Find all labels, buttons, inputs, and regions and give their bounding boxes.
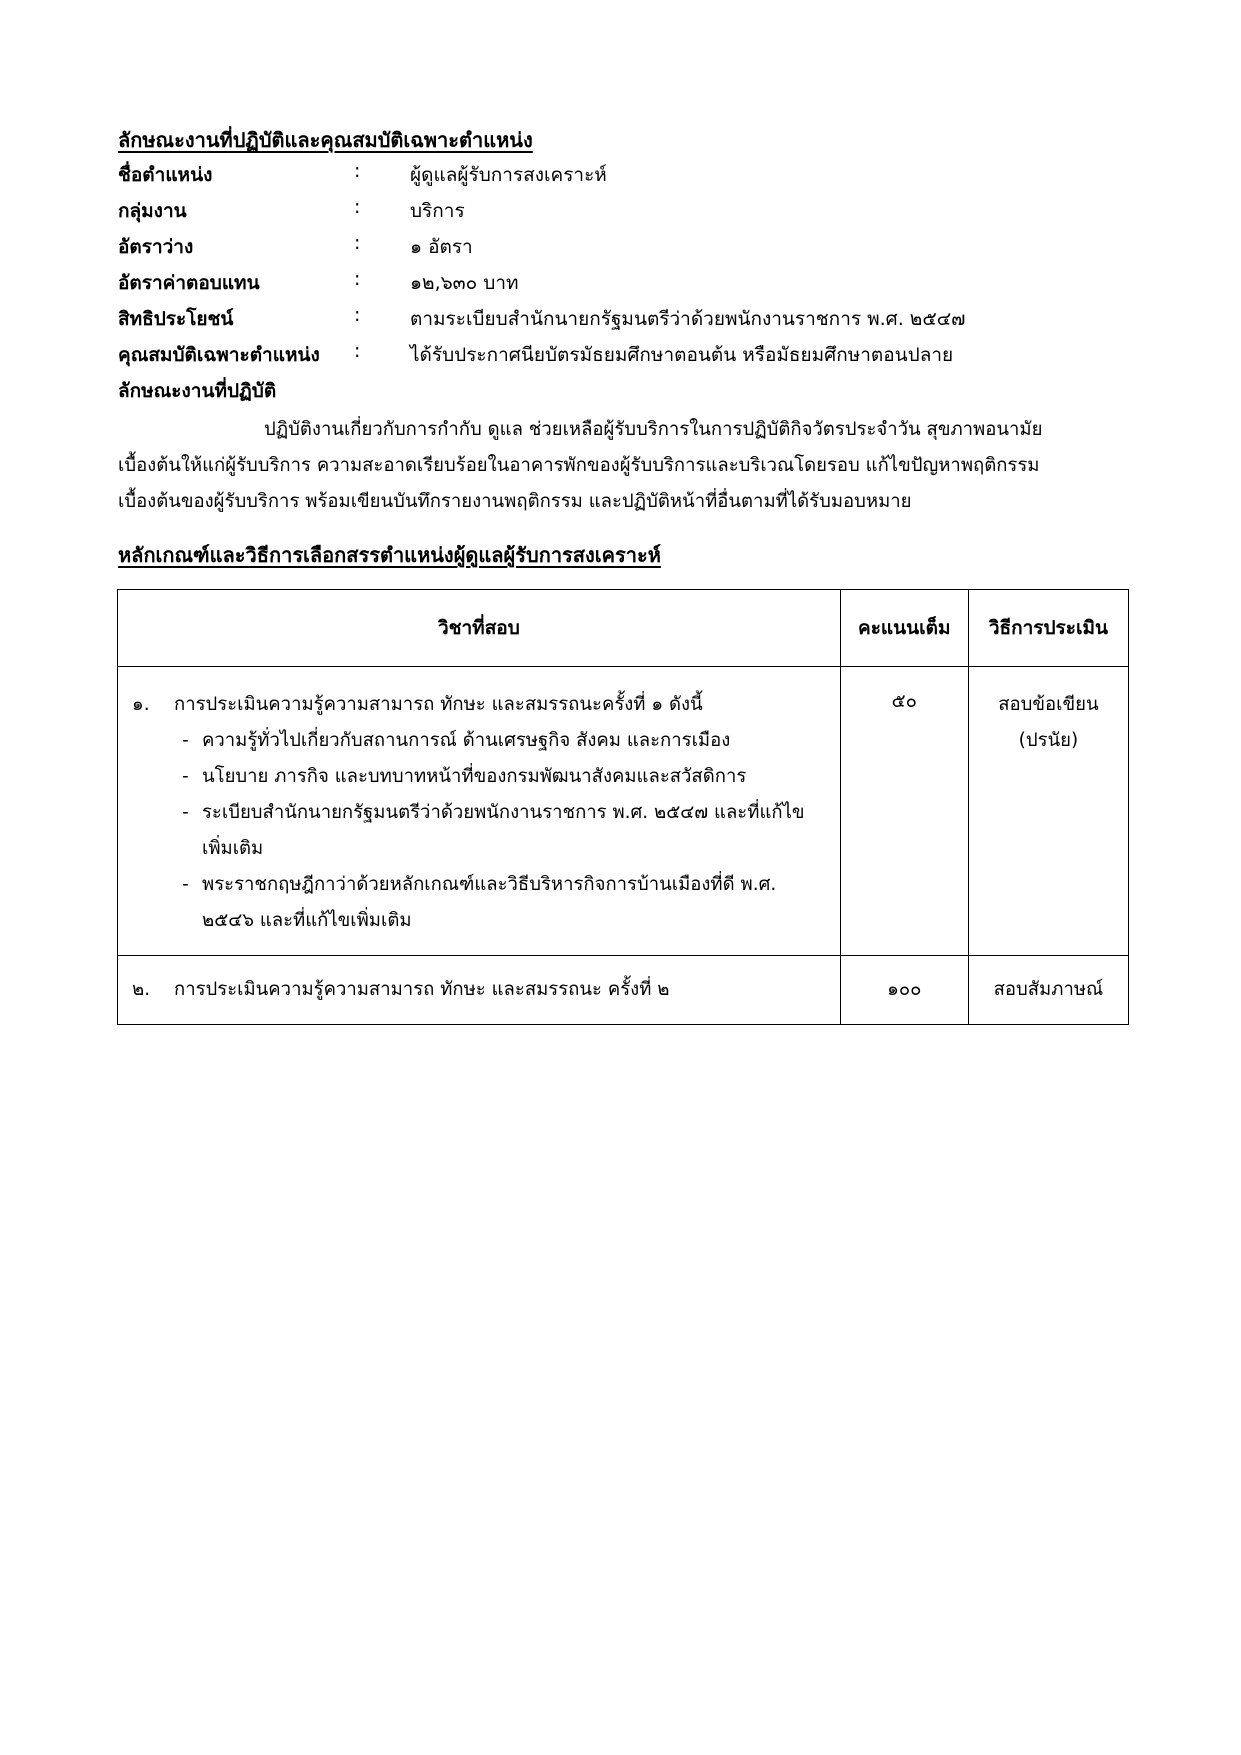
info-colon: : xyxy=(354,268,361,290)
info-label: อัตราค่าตอบแทน xyxy=(118,272,260,294)
info-row-qualifications xyxy=(118,340,1118,376)
duties-title: ลักษณะงานที่ปฏิบัติ xyxy=(118,380,277,402)
list-item xyxy=(132,723,832,759)
info-label: กลุ่มงาน xyxy=(118,200,187,222)
subject-heading xyxy=(132,972,832,1008)
list-item xyxy=(132,759,832,795)
info-row-vacancies xyxy=(118,232,1118,268)
position-info-list xyxy=(118,160,1118,376)
score-cell: ๑๐๐ xyxy=(840,956,968,1025)
duties-paragraph xyxy=(118,412,1128,520)
bullet-dash: - xyxy=(182,730,189,751)
subject-cell xyxy=(118,667,841,956)
subject-text: การประเมินความรู้ความสามารถ ทักษะ และสมรรถนะ ครั้งที่ ๒ xyxy=(174,979,670,1000)
info-value: ตามระเบียบสำนักนายกรัฐมนตรีว่าด้วยพนักงานราชการ พ.ศ. ๒๕๔๗ xyxy=(410,308,966,330)
duties-line: เบื้องต้นของผู้รับบริการ พร้อมเขียนบันทึกรายงานพฤติกรรม และปฏิบัติหน้าที่อื่นตามที่ได้รับมอบหมาย xyxy=(118,491,912,512)
info-colon: : xyxy=(354,340,361,362)
bullet-dash: - xyxy=(182,766,189,787)
info-value: ผู้ดูแลผู้รับการสงเคราะห์ xyxy=(410,164,607,186)
duties-line: ปฏิบัติงานเกี่ยวกับการกำกับ ดูแล ช่วยเหลือผู้รับบริการในการปฏิบัติกิจวัตรประจำวัน สุขภาพอนามัย xyxy=(264,419,1043,440)
bullet-text: นโยบาย ภารกิจ และบทบาทหน้าที่ของกรมพัฒนาสังคมและสวัสดิการ xyxy=(202,766,747,787)
info-value: ได้รับประกาศนียบัตรมัธยมศึกษาตอนต้น หรือมัธยมศึกษาตอนปลาย xyxy=(410,344,954,366)
info-colon: : xyxy=(354,196,361,218)
info-colon: : xyxy=(354,304,361,326)
method-text: สอบสัมภาษณ์ xyxy=(993,979,1104,1000)
info-value: ๑๒,๖๓๐ บาท xyxy=(410,272,519,294)
selection-criteria-table xyxy=(117,589,1129,1025)
info-value: ๑ อัตรา xyxy=(410,236,473,258)
method-text: สอบข้อเขียน xyxy=(998,694,1099,715)
info-colon: : xyxy=(354,232,361,254)
bullet-text: ระเบียบสำนักนายกรัฐมนตรีว่าด้วยพนักงานราชการ พ.ศ. ๒๕๔๗ และที่แก้ไขเพิ่มเติม xyxy=(202,802,805,859)
table-header-row xyxy=(118,590,1129,667)
subject-bullet-list xyxy=(132,723,832,939)
row-number: ๒. xyxy=(132,979,151,1000)
list-item xyxy=(132,867,832,939)
duties-line: เบื้องต้นให้แก่ผู้รับบริการ ความสะอาดเรียบร้อยในอาคารพักของผู้รับบริการและบริเวณโดยรอบ แก้ไขปัญหาพฤติกรรม xyxy=(118,455,1040,476)
bullet-text: พระราชกฤษฎีกาว่าด้วยหลักเกณฑ์และวิธีบริหารกิจการบ้านเมืองที่ดี พ.ศ. ๒๕๔๖ และที่แก้ไขเพิ่มเติม xyxy=(202,874,777,931)
info-row-compensation xyxy=(118,268,1118,304)
method-cell xyxy=(968,667,1128,956)
header-full-score: คะแนนเต็ม xyxy=(840,590,968,667)
subject-cell xyxy=(118,956,841,1025)
score-cell: ๕๐ xyxy=(840,667,968,956)
row-number: ๑. xyxy=(132,694,150,715)
subject-text: การประเมินความรู้ความสามารถ ทักษะ และสมรรถนะครั้งที่ ๑ ดังนี้ xyxy=(174,694,703,715)
header-assessment-method: วิธีการประเมิน xyxy=(968,590,1128,667)
bullet-dash: - xyxy=(182,802,189,823)
bullet-text: ความรู้ทั่วไปเกี่ยวกับสถานการณ์ ด้านเศรษฐกิจ สังคม และการเมือง xyxy=(202,730,731,751)
info-label: คุณสมบัติเฉพาะตำแหน่ง xyxy=(118,344,320,366)
table-row xyxy=(118,956,1129,1025)
info-row-benefits xyxy=(118,304,1118,340)
info-label: สิทธิประโยชน์ xyxy=(118,308,234,330)
info-label: ชื่อตำแหน่ง xyxy=(118,164,213,186)
info-row-work-group xyxy=(118,196,1118,232)
section-heading-job-description: ลักษณะงานที่ปฏิบัติและคุณสมบัติเฉพาะตำแหน่ง xyxy=(118,128,533,152)
table-row xyxy=(118,667,1129,956)
list-item xyxy=(132,795,832,867)
info-row-position-name xyxy=(118,160,1118,196)
info-value: บริการ xyxy=(410,200,465,222)
info-colon: : xyxy=(354,160,361,182)
info-label: อัตราว่าง xyxy=(118,236,194,258)
header-subject: วิชาที่สอบ xyxy=(118,590,841,667)
method-cell xyxy=(968,956,1128,1025)
method-note: (ปรนัย) xyxy=(1018,730,1079,751)
section-heading-selection-criteria: หลักเกณฑ์และวิธีการเลือกสรรตำแหน่งผู้ดูแลผู้รับการสงเคราะห์ xyxy=(118,543,661,567)
bullet-dash: - xyxy=(182,874,189,895)
subject-heading xyxy=(132,687,832,723)
